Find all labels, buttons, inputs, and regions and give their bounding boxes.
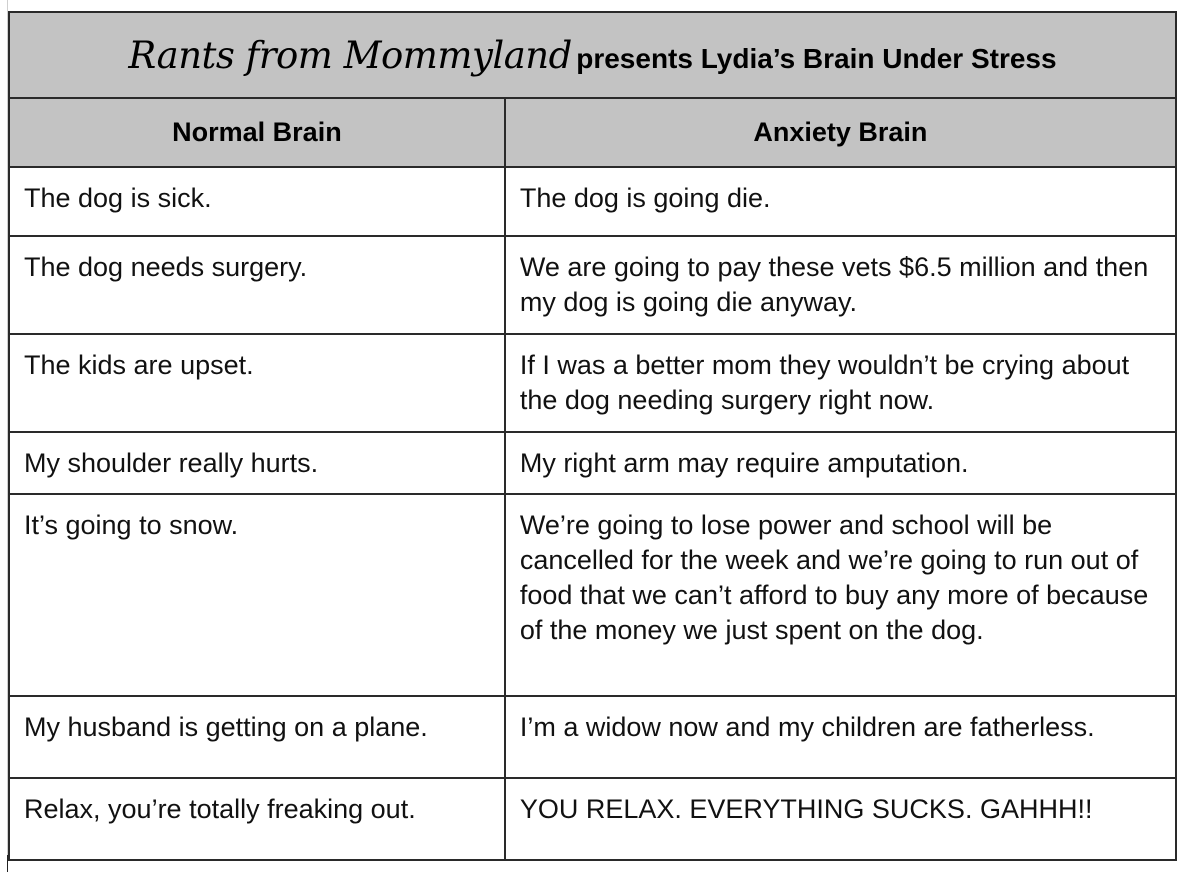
table-row — [9, 696, 1176, 778]
normal-brain-cell: The dog is sick. — [9, 167, 505, 236]
anxiety-brain-cell: The dog is going die. — [505, 167, 1176, 236]
table-row — [9, 494, 1176, 696]
anxiety-brain-cell: We are going to pay these vets $6.5 million and then my dog is going die anyway. — [505, 236, 1176, 334]
table-title: presents Lydia’s Brain Under Stress — [576, 42, 1057, 74]
anxiety-brain-cell: We’re going to lose power and school will be cancelled for the week and we’re going to run out of food that we can’t afford to buy any more of because of the money we just spent on the dog. — [505, 494, 1176, 696]
header-row — [9, 98, 1176, 167]
table-row — [9, 167, 1176, 236]
anxiety-brain-cell: If I was a better mom they wouldn’t be crying about the dog needing surgery right now. — [505, 334, 1176, 432]
normal-brain-cell: Relax, you’re totally freaking out. — [9, 778, 505, 860]
normal-brain-cell: The kids are upset. — [9, 334, 505, 432]
normal-brain-cell: My shoulder really hurts. — [9, 432, 505, 494]
title-cell — [9, 12, 1176, 98]
brand-title: Rants from Mommyland — [128, 33, 572, 77]
normal-brain-cell: It’s going to snow. — [9, 494, 505, 696]
title-row — [9, 12, 1176, 98]
normal-brain-cell: My husband is getting on a plane. — [9, 696, 505, 778]
normal-brain-cell: The dog needs surgery. — [9, 236, 505, 334]
table-row — [9, 432, 1176, 494]
column-header-anxiety: Anxiety Brain — [505, 98, 1176, 167]
table-row — [9, 334, 1176, 432]
anxiety-brain-cell: YOU RELAX. EVERYTHING SUCKS. GAHHH!! — [505, 778, 1176, 860]
anxiety-brain-cell: I’m a widow now and my children are fatherless. — [505, 696, 1176, 778]
brain-comparison-table — [8, 11, 1177, 861]
anxiety-brain-cell: My right arm may require amputation. — [505, 432, 1176, 494]
table-row — [9, 778, 1176, 860]
column-header-normal: Normal Brain — [9, 98, 505, 167]
table-row — [9, 236, 1176, 334]
